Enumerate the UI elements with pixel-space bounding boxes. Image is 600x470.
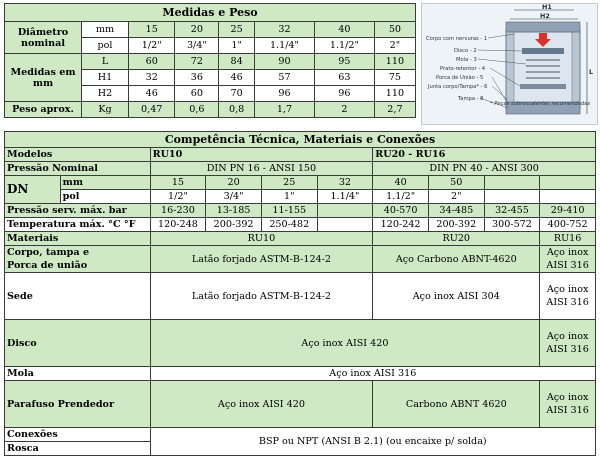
valve-disc-shape <box>522 48 564 54</box>
top-pol-cell: 3/4" <box>175 38 219 54</box>
medidas-peso-title: Medidas e Peso <box>5 4 416 22</box>
dn-pol-cell: 2" <box>428 190 484 204</box>
rosca-label: Rosca <box>5 442 151 456</box>
pressao-serv-cell: 29-410 <box>540 204 596 218</box>
corpo-ru10: Latão forjado ASTM-B-124-2 <box>150 246 373 273</box>
top-mm-cell: 15 <box>129 22 175 38</box>
diametro-nominal-label: Diâmetro nominal <box>5 22 82 54</box>
disco-label: Disco <box>5 320 151 367</box>
pressao-serv-cell: 16-230 <box>150 204 206 218</box>
disco-ru16: Aço inox AISI 316 <box>540 320 596 367</box>
sede-ru10: Latão forjado ASTM-B-124-2 <box>150 273 373 320</box>
valve-diagram-svg <box>422 4 597 124</box>
dn-label: DN <box>5 176 61 204</box>
unit-pol: pol <box>82 38 129 54</box>
pressao-nominal-label: Pressão Nominal <box>5 162 151 176</box>
L-cell: 84 <box>219 54 255 70</box>
diagram-label: Junta corpo/Tampa* - 6 <box>428 84 488 90</box>
temperatura-cell-empty <box>317 218 373 232</box>
diagram-label: Corpo com nervuras - 1 <box>426 36 488 42</box>
sede-ru20: Aço inox AISI 304 <box>373 273 540 320</box>
competencia-title: Competência Técnica, Materiais e Conexões <box>5 132 596 148</box>
dn-mm-cell: 25 <box>261 176 317 190</box>
dn-pol-cell-empty <box>484 190 540 204</box>
dn-mm-label: mm <box>60 176 150 190</box>
dn-mm-cell: 15 <box>150 176 206 190</box>
H1-cell: 36 <box>175 70 219 86</box>
H1-cell: 57 <box>254 70 314 86</box>
H2-cell: 60 <box>175 86 219 102</box>
conexoes-value: BSP ou NPT (ANSI B 2.1) (ou encaixe p/ solda) <box>150 428 595 456</box>
temperatura-cell: 250-482 <box>261 218 317 232</box>
row-key-H1: H1 <box>82 70 129 86</box>
modelos-label: Modelos <box>5 148 151 162</box>
L-cell: 60 <box>129 54 175 70</box>
parafuso-ru16: Aço inox AISI 316 <box>540 381 596 428</box>
L-cell: 110 <box>374 54 415 70</box>
peso-cell: 2 <box>314 102 374 118</box>
peso-cell: 2,7 <box>374 102 415 118</box>
materiais-ru20: RU20 <box>373 232 540 246</box>
sede-label: Sede <box>5 273 151 320</box>
pressao-serv-cell: 11-155 <box>261 204 317 218</box>
medidas-mm-label: Medidas em mm <box>5 54 82 102</box>
mola-label: Mola <box>5 367 151 381</box>
top-mm-cell: 25 <box>219 22 255 38</box>
pressao-serv-label: Pressão serv. máx. bar <box>5 204 151 218</box>
dn-pol-cell: 1/2" <box>150 190 206 204</box>
L-cell: 72 <box>175 54 219 70</box>
peso-cell: 0,8 <box>219 102 255 118</box>
temperatura-label: Temperatura máx. °C °F <box>5 218 151 232</box>
pn-ru20: DIN PN 40 - ANSI 300 <box>373 162 596 176</box>
model-ru20-ru16: RU20 - RU16 <box>373 148 596 162</box>
materiais-ru10: RU10 <box>150 232 373 246</box>
diagram-label: Tampa - 8 <box>458 96 484 102</box>
valve-retainer-shape <box>520 84 566 89</box>
H1-cell: 32 <box>129 70 175 86</box>
valve-top-cap <box>506 22 580 32</box>
dn-mm-cell: 32 <box>317 176 373 190</box>
diagram-label: Mola - 3 <box>456 57 477 63</box>
medidas-peso-table <box>4 3 416 118</box>
parafuso-label: Parafuso Prendedor <box>5 381 151 428</box>
top-mm-cell: 20 <box>175 22 219 38</box>
peso-cell: 0,47 <box>129 102 175 118</box>
dn-pol-cell: 1.1/4" <box>317 190 373 204</box>
top-mm-cell: 40 <box>314 22 374 38</box>
diagram-label: Disco - 2 <box>454 48 477 54</box>
parafuso-ru20: Carbono ABNT 4620 <box>373 381 540 428</box>
pressao-serv-cell: 32-455 <box>484 204 540 218</box>
competencia-table <box>4 131 596 456</box>
dim-l-label: L <box>589 68 594 76</box>
temperatura-cell: 400-752 <box>540 218 596 232</box>
peso-unit: Kg <box>82 102 129 118</box>
H1-cell: 75 <box>374 70 415 86</box>
H2-cell: 70 <box>219 86 255 102</box>
top-mm-cell: 32 <box>254 22 314 38</box>
peso-label: Peso aprox. <box>5 102 82 118</box>
model-ru10: RU10 <box>150 148 373 162</box>
peso-cell: 0,6 <box>175 102 219 118</box>
conexoes-label: Conexões <box>5 428 151 442</box>
dn-pol-cell-empty <box>540 190 596 204</box>
top-pol-cell: 2" <box>374 38 415 54</box>
top-pol-cell: 1/2" <box>129 38 175 54</box>
L-cell: 95 <box>314 54 374 70</box>
top-pol-cell: 1.1/4" <box>254 38 314 54</box>
dn-mm-cell: 20 <box>206 176 262 190</box>
mola-value: Aço inox AISI 316 <box>150 367 595 381</box>
diagram-label: Prato-retentor - 4 <box>440 66 486 72</box>
dn-pol-cell: 1" <box>261 190 317 204</box>
top-mm-cell: 50 <box>374 22 415 38</box>
pn-ru10: DIN PN 16 - ANSI 150 <box>150 162 373 176</box>
dn-mm-cell-empty <box>484 176 540 190</box>
unit-mm: mm <box>82 22 129 38</box>
pressao-serv-cell: 34-485 <box>428 204 484 218</box>
top-pol-cell: 1.1/2" <box>314 38 374 54</box>
pressao-serv-cell-empty <box>317 204 373 218</box>
pressao-serv-cell: 40-570 <box>373 204 429 218</box>
valve-diagram <box>421 3 598 125</box>
H2-cell: 110 <box>374 86 415 102</box>
materiais-ru16: RU16 <box>540 232 596 246</box>
dim-h1-label: H1 <box>542 4 552 11</box>
dim-h2-label: H2 <box>540 12 550 20</box>
dn-mm-cell-empty <box>540 176 596 190</box>
temperatura-cell: 200-392 <box>206 218 262 232</box>
H2-cell: 46 <box>129 86 175 102</box>
pressao-serv-cell: 13-185 <box>206 204 262 218</box>
H1-cell: 46 <box>219 70 255 86</box>
H2-cell: 96 <box>254 86 314 102</box>
diagram-note: * Peças sobressalentes recomendadas <box>490 101 591 107</box>
corpo-ru16: Aço inox AISI 316 <box>540 246 596 273</box>
dn-pol-label: pol <box>60 190 150 204</box>
dn-pol-cell: 3/4" <box>206 190 262 204</box>
dn-mm-cell: 40 <box>373 176 429 190</box>
temperatura-cell: 120-242 <box>373 218 429 232</box>
peso-cell: 1,7 <box>254 102 314 118</box>
temperatura-cell: 120-248 <box>150 218 206 232</box>
corpo-ru20: Aço Carbono ABNT-4620 <box>373 246 540 273</box>
corpo-tampa-label: Corpo, tampa e Porca de união <box>5 246 151 273</box>
temperatura-cell: 200-392 <box>428 218 484 232</box>
parafuso-ru10: Aço inox AISI 420 <box>150 381 373 428</box>
L-cell: 90 <box>254 54 314 70</box>
materiais-label: Materiais <box>5 232 151 246</box>
disco-value: Aço inox AISI 420 <box>150 320 540 367</box>
H2-cell: 96 <box>314 86 374 102</box>
top-pol-cell: 1" <box>219 38 255 54</box>
dn-mm-cell: 50 <box>428 176 484 190</box>
diagram-label: Porca de União - 5 <box>436 75 484 81</box>
temperatura-cell: 300-572 <box>484 218 540 232</box>
row-key-H2: H2 <box>82 86 129 102</box>
dn-pol-cell: 1.1/2" <box>373 190 429 204</box>
sede-ru16: Aço inox AISI 316 <box>540 273 596 320</box>
H1-cell: 63 <box>314 70 374 86</box>
row-key-L: L <box>82 54 129 70</box>
